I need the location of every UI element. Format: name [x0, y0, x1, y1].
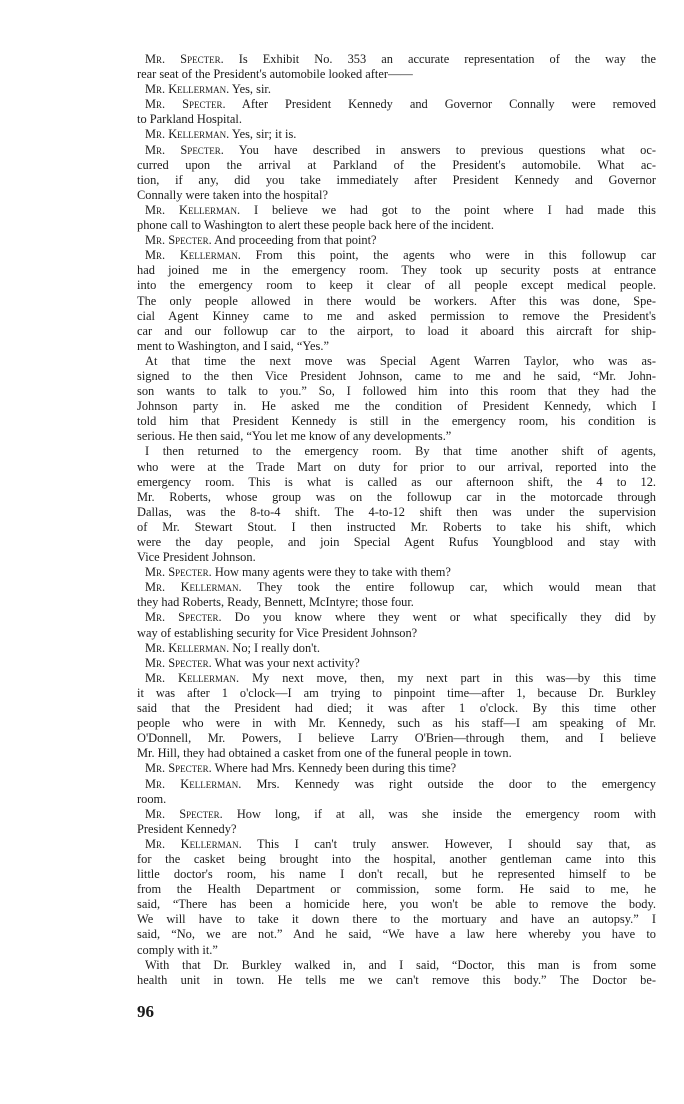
line-text: How many agents were they to take with them?	[214, 565, 451, 580]
text-line	[137, 218, 656, 233]
text-line	[137, 792, 656, 807]
testimony-exchange	[137, 641, 656, 656]
line-text: cial Agent Kinney came to me and asked permission to remove the President's	[137, 308, 656, 323]
line-text: had joined me in the emergency room. They took up security posts at entrance	[137, 263, 656, 278]
text-line	[137, 610, 656, 625]
text-line	[137, 656, 656, 671]
line-text: health unit in town. He tells me we can't remove this body.” The Doctor be-	[137, 972, 656, 987]
line-text: serious. He then said, “You let me know of any developments.”	[137, 429, 452, 444]
text-line	[137, 294, 656, 309]
line-text: people who were in with Mr. Kennedy, such as his staff—I am speaking of Mr.	[137, 716, 656, 731]
speaker-name: Mr. Specter.	[145, 97, 226, 112]
speaker-name: Mr. Specter.	[145, 565, 212, 580]
speaker-name: Mr. Kellerman.	[145, 580, 242, 595]
testimony-paragraph	[137, 354, 656, 445]
line-text: Johnson party in. He asked me the condition of President Kennedy, which I	[137, 399, 656, 414]
line-text: tion, if any, did you take immediately after President Kennedy and Governor	[137, 172, 656, 187]
testimony-exchange	[137, 565, 656, 580]
text-line	[137, 580, 656, 595]
line-text: Yes, sir.	[231, 82, 271, 97]
testimony-paragraph	[137, 958, 656, 988]
line-text: who were at the Trade Mart on duty for prior to our arrival, reported into the	[137, 459, 656, 474]
line-text: son wants to talk to you.” So, I followed him into this room that they had the	[137, 384, 656, 399]
line-text: President Kennedy?	[137, 821, 237, 836]
text-line	[137, 701, 656, 716]
text-line	[137, 475, 656, 490]
line-text: were the day people, and join Special Agent Rufus Youngblood and stay with	[137, 535, 656, 549]
text-line	[137, 203, 656, 218]
line-text: Connally were taken into the hospital?	[137, 187, 328, 202]
line-text: comply with it.”	[137, 942, 218, 957]
text-line	[137, 173, 656, 188]
text-line	[137, 309, 656, 324]
line-text: Yes, sir; it is.	[231, 127, 297, 142]
speaker-name: Mr. Specter.	[145, 610, 222, 625]
text-line	[137, 943, 656, 958]
line-text: from the Health Department or commission, some form. He said to me, he	[137, 882, 656, 897]
line-text: Vice President Johnson.	[137, 550, 256, 565]
text-line	[137, 399, 656, 414]
text-line	[137, 263, 656, 278]
line-text: Mrs. Kennedy was right outside the door to the emergency	[256, 776, 656, 791]
speaker-name: Mr. Specter.	[145, 655, 212, 670]
testimony-exchange	[137, 82, 656, 97]
text-line	[137, 837, 656, 852]
line-text: After President Kennedy and Governor Connally were removed	[241, 97, 656, 112]
line-text: Mr. Roberts, whose group was on the followup car in the motorcade through	[137, 489, 656, 504]
line-text: And proceeding from that point?	[214, 233, 377, 248]
text-line	[137, 112, 656, 127]
testimony-exchange	[137, 127, 656, 142]
line-text: We will have to take it down there to the mortuary and have an autopsy.” I	[137, 912, 656, 927]
line-text: curred upon the arrival at Parkland of the President's automobile. What ac-	[137, 157, 656, 172]
line-text: Dallas, was the 8-to-4 shift. The 4-to-12 shift then was under the supervision	[137, 504, 656, 519]
line-text: Is Exhibit No. 353 an accurate representation of the way the	[238, 52, 656, 66]
text-line	[137, 324, 656, 339]
speaker-name: Mr. Specter.	[145, 806, 223, 821]
speaker-name: Mr. Kellerman.	[145, 202, 241, 217]
line-text: little doctor's room, his name I don't recall, but he represented himself to be	[137, 867, 656, 882]
speaker-name: Mr. Kellerman.	[145, 640, 230, 655]
line-text: car and our followup car to the airport, to load it aboard this aircraft for ship-	[137, 323, 656, 338]
text-line	[137, 490, 656, 505]
text-line	[137, 82, 656, 97]
line-text: You have described in answers to previous questions what oc-	[238, 142, 656, 157]
text-line	[137, 641, 656, 656]
speaker-name: Mr. Kellerman.	[145, 670, 240, 685]
text-line	[137, 958, 656, 973]
line-text: rear seat of the President's automobile looked after——	[137, 67, 413, 82]
text-line	[137, 444, 656, 459]
text-line	[137, 97, 656, 112]
line-text: room.	[137, 791, 167, 806]
text-line	[137, 550, 656, 565]
line-text: said, “No, we are not.” And he said, “We have a law here whereby you have to	[137, 927, 656, 942]
text-line	[137, 867, 656, 882]
line-text: told him that President Kennedy is still in the emergency room, his condition is	[137, 414, 656, 429]
line-text: ment to Washington, and I said, “Yes.”	[137, 338, 329, 353]
testimony-exchange	[137, 807, 656, 837]
line-text: phone call to Washington to alert these people back here of the incident.	[137, 218, 494, 233]
testimony-exchange	[137, 761, 656, 776]
line-text: No; I really don't.	[232, 640, 320, 655]
testimony-exchange	[137, 580, 656, 610]
text-line	[137, 595, 656, 610]
text-line	[137, 67, 656, 82]
testimony-exchange	[137, 656, 656, 671]
line-text: At that time the next move was Special Agent Warren Taylor, who was as-	[145, 353, 656, 368]
line-text: of Mr. Stewart Stout. I then instructed Mr. Roberts to take his shift, which	[137, 519, 656, 534]
text-line	[137, 565, 656, 580]
testimony-exchange	[137, 610, 656, 640]
line-text: How long, if at all, was she inside the emergency room with	[236, 806, 656, 821]
text-line	[137, 52, 656, 67]
line-text: they had Roberts, Ready, Bennett, McIntyre; those four.	[137, 595, 414, 610]
line-text: I then returned to the emergency room. By that time another shift of agents,	[145, 444, 656, 459]
text-line	[137, 414, 656, 429]
line-text: emergency room. This is what is called as our afternoon shift, the 4 to 12.	[137, 474, 656, 489]
speaker-name: Mr. Kellerman.	[145, 836, 242, 851]
line-text: for the casket being brought into the hospital, another gentleman came into this	[137, 851, 656, 866]
line-text: said that the President had died; it was after 1 o'clock. By this time other	[137, 701, 656, 716]
line-text: Do you know where they went or what specifically they did by	[234, 610, 656, 625]
text-line	[137, 731, 656, 746]
text-line	[137, 248, 656, 263]
line-text: into the emergency room to keep it clear of all people except medical people.	[137, 278, 656, 293]
testimony-exchange	[137, 97, 656, 127]
text-line	[137, 384, 656, 399]
line-text: My next move, then, my next part in this was—by this time	[252, 670, 656, 685]
line-text: They took the entire followup car, which would mean that	[256, 580, 656, 595]
text-line	[137, 369, 656, 384]
testimony-exchange	[137, 837, 656, 958]
speaker-name: Mr. Kellerman.	[145, 776, 242, 791]
text-line	[137, 127, 656, 142]
text-line	[137, 686, 656, 701]
text-line	[137, 354, 656, 369]
text-line	[137, 912, 656, 927]
testimony-exchange	[137, 52, 656, 82]
speaker-name: Mr. Specter.	[145, 52, 224, 66]
text-line	[137, 143, 656, 158]
text-line	[137, 973, 656, 988]
line-text: The only people allowed in there would be workers. After this was done, Spe-	[137, 293, 656, 308]
text-line	[137, 882, 656, 897]
document-sheet	[137, 52, 656, 1022]
speaker-name: Mr. Kellerman.	[145, 82, 230, 97]
testimony-paragraph	[137, 444, 656, 565]
text-line	[137, 535, 656, 550]
line-text: With that Dr. Burkley walked in, and I said, “Doctor, this man is from some	[145, 957, 656, 972]
line-text: Mr. Hill, they had obtained a casket from one of the funeral people in town.	[137, 746, 512, 761]
speaker-name: Mr. Specter.	[145, 761, 212, 776]
text-line	[137, 188, 656, 203]
testimony-exchange	[137, 777, 656, 807]
line-text: O'Donnell, Mr. Powers, I believe Larry O'Brien—through them, and I believe	[137, 731, 656, 746]
text-line	[137, 626, 656, 641]
text-line	[137, 716, 656, 731]
line-text: way of establishing security for Vice President Johnson?	[137, 625, 418, 640]
text-line	[137, 339, 656, 354]
speaker-name: Mr. Specter.	[145, 233, 212, 248]
text-line	[137, 278, 656, 293]
text-line	[137, 233, 656, 248]
testimony-page	[137, 52, 656, 988]
text-line	[137, 671, 656, 686]
line-text: Where had Mrs. Kennedy been during this time?	[214, 761, 457, 776]
text-line	[137, 746, 656, 761]
speaker-name: Mr. Kellerman.	[145, 127, 230, 142]
speaker-name: Mr. Specter.	[145, 142, 224, 157]
text-line	[137, 158, 656, 173]
text-line	[137, 852, 656, 867]
line-text: to Parkland Hospital.	[137, 112, 242, 127]
text-line	[137, 897, 656, 912]
testimony-exchange	[137, 248, 656, 354]
text-line	[137, 822, 656, 837]
line-text: What was your next activity?	[214, 655, 360, 670]
line-text: signed to the then Vice President Johnson, came to me and he said, “Mr. John-	[137, 368, 656, 383]
text-line	[137, 761, 656, 776]
line-text: This I can't truly answer. However, I should say that, as	[257, 836, 656, 851]
text-line	[137, 807, 656, 822]
testimony-exchange	[137, 233, 656, 248]
testimony-exchange	[137, 671, 656, 762]
text-line	[137, 429, 656, 444]
page-number: 96	[137, 1001, 154, 1021]
line-text: said, “There has been a homicide here, you won't be able to remove the body.	[137, 897, 656, 912]
text-line	[137, 460, 656, 475]
testimony-exchange	[137, 143, 656, 203]
text-line	[137, 777, 656, 792]
line-text: I believe we had got to the point where I had made this	[253, 202, 657, 217]
line-text: From this point, the agents who were in this followup car	[255, 248, 656, 263]
text-line	[137, 520, 656, 535]
text-line	[137, 505, 656, 520]
testimony-exchange	[137, 203, 656, 233]
speaker-name: Mr. Kellerman.	[145, 248, 241, 263]
line-text: it was after 1 o'clock—I am trying to pinpoint time—after 1, because Dr. Burkley	[137, 685, 656, 700]
text-line	[137, 927, 656, 942]
